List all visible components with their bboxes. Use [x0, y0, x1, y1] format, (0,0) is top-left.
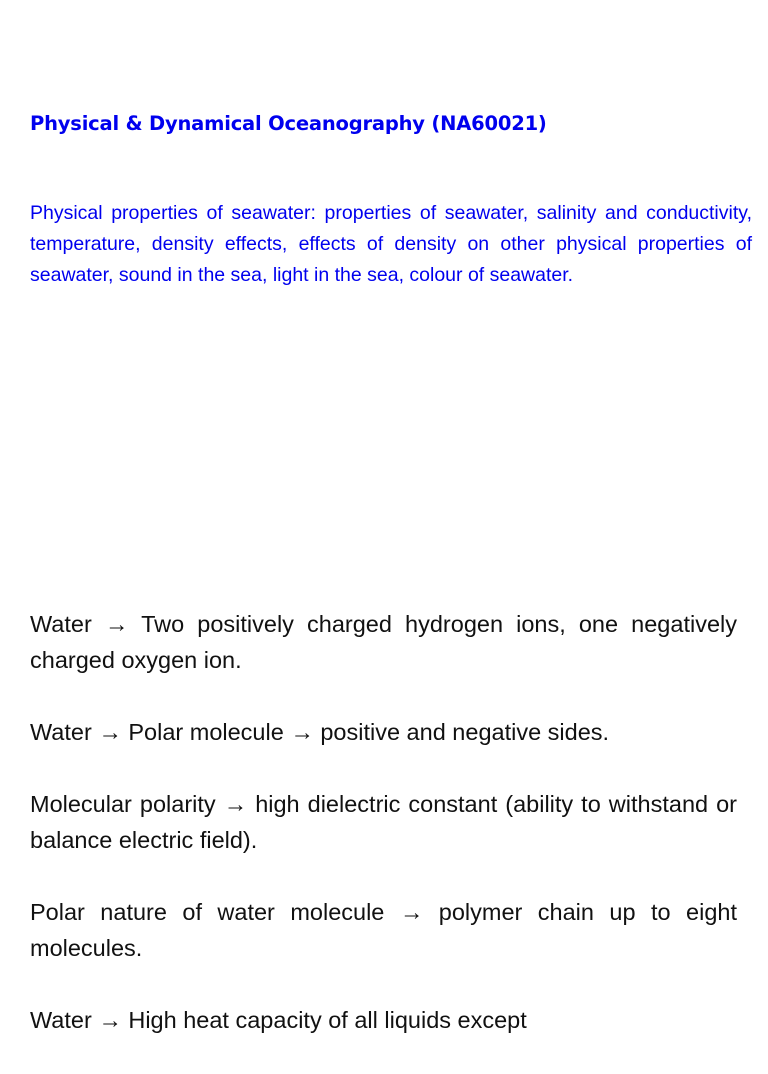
bullet-point: Polar nature of water molecule → polymer chain up to eight molecules. — [30, 899, 737, 961]
bullet-point: Water → Two positively charged hydrogen ions, one negatively charged oxygen ion. — [30, 611, 737, 673]
bullet-point: Molecular polarity → high dielectric constant (ability to withstand or balance electric field). — [30, 791, 737, 853]
bullet-point: Water → High heat capacity of all liquids except — [30, 1007, 527, 1033]
slide-course-intro — [30, 0, 752, 560]
syllabus-paragraph: Physical properties of seawater: properties of seawater, salinity and conductivity, temperature, density effects, effects of density on other physical properties of seawater, sound in the sea, light in the sea, colour of seawater. — [30, 202, 752, 286]
slide-water-properties — [30, 606, 737, 1074]
course-title: Physical & Dynamical Oceanography (NA60021) — [30, 112, 547, 135]
bullet-point: Water → Polar molecule → positive and negative sides. — [30, 719, 610, 745]
